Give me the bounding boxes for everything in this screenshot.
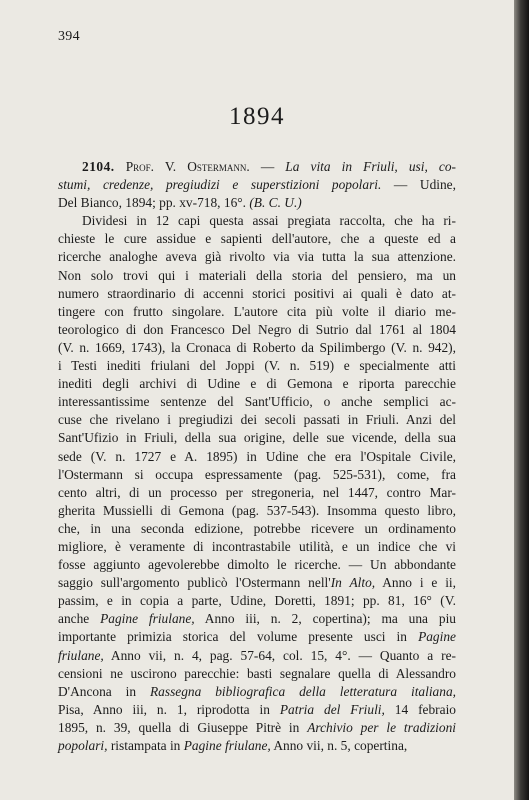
text-segment: anche [58,611,101,627]
italic-title: La vita in Friuli, usi, co- [285,159,456,174]
text-segment: tingere con frutto singolare. L'autore cita più volte il diario me- [58,303,456,319]
text-segment: i Testi inediti friulani del Joppi (V. n. 519) e specialmente atti [58,358,456,374]
text-segment: Anno vii, n. 5, copertina, [270,738,408,753]
text-segment: Dividesi in 12 capi questa assai pregiata raccolta, che ha ri- [82,213,456,229]
italic-title: In Alto, [330,575,376,591]
text-segment: cento altri, di un processo per stregoneria, nel 1447, contro Mar- [58,484,456,500]
text-segment: fosse aggiunto agevolerebbe dimolto le ricerche. — Un abbondante [58,557,456,573]
year-heading: 1894 [229,103,285,130]
text-segment: sede (V. n. 1727 e A. 1895) in Udine che era l'Ospitale Civile, [58,448,456,464]
text-segment: importante primizia storica del volume presente usci in [58,629,419,645]
text-line [58,212,456,230]
text-line [58,610,456,628]
bibliography-entry [58,158,456,755]
text-line [58,248,456,266]
text-line [58,230,456,248]
text-segment: Sant'Ufizio in Friuli, della sua origine, delle sue vicende, della sua [58,430,456,446]
text-segment: 14 febraio [384,701,456,717]
italic-title: Archivio per le tradizioni [307,719,456,735]
text-line [58,303,456,321]
text-line [58,448,456,466]
text-segment: interessantissime sentenze del Sant'Ufficio, o anche semplici ac- [58,394,456,410]
text-line [58,176,456,194]
text-line [58,267,456,285]
text-segment: D'Ancona in [58,683,150,699]
italic-title: Pagine friulane, [100,611,195,627]
text-segment: passim, e in copia a parte, Udine, Doretti, 1891; pp. 81, 16° (V. [58,593,456,609]
text-segment: saggio sull'argomento publicò l'Ostermann nell' [58,575,331,591]
italic-title: (B. C. U.) [249,195,302,211]
text-segment: Del Bianco, 1894; pp. xv-718, 16°. [58,195,250,211]
text-line [58,719,456,737]
italic-title: Patria del Friuli, [279,701,385,717]
text-segment: che, in una seconda edizione, potrebbe ricevere un ordinamento [58,520,456,536]
author-name: Prof. V. Ostermann. [125,159,250,174]
text-segment: Anno iii, n. 2, copertina); ma una piu [194,611,456,627]
italic-title: stumi, credenze, pregiudizi e superstizioni popolari. [58,177,382,193]
text-segment: migliore, è veramente di incontrastabile utilità, e un indice che vi [58,538,456,554]
italic-title: Rassegna bibliografica della letteratura italiana, [149,683,456,699]
text-segment: teorologico di don Francesco Del Negro di Sutrio dal 1761 al 1804 [58,321,456,337]
text-line [58,592,456,610]
text-line [58,737,456,755]
text-line [58,520,456,538]
text-line [58,502,456,520]
italic-title: popolari, [58,738,108,753]
text-segment: Anno vii, n. 4, pag. 57-64, col. 15, 4°. — Quanto a re- [103,647,456,663]
text-line [58,357,456,375]
page-edge-shadow [514,0,529,800]
text-segment: — [249,159,286,174]
text-line [58,647,456,665]
text-line [58,375,456,393]
text-segment: Pisa, Anno iii, n. 1, riprodotta in [58,701,280,717]
text-line [58,556,456,574]
text-segment: (V. n. 1669, 1743), la Cronaca di Roberto da Spilimbergo (V. n. 942), [58,339,456,355]
text-segment: — Udine, [381,177,456,193]
text-line [58,393,456,411]
text-line [58,683,456,701]
text-line [58,194,456,212]
text-line [58,538,456,556]
text-line [58,158,456,176]
text-line [58,429,456,447]
text-segment: 1895, n. 39, quella di Giuseppe Pitrè in [58,719,308,735]
text-line [58,665,456,683]
italic-title: friulane, [58,647,104,663]
text-line [58,466,456,484]
text-line [58,574,456,592]
text-segment: inediti degli archivi di Udine e di Gemona e riporta parecchie [58,376,456,392]
text-line [58,411,456,429]
text-segment: gherita Mussielli di Gemona (pag. 537-543). Insomma questo libro, [58,502,456,518]
text-line [58,628,456,646]
text-segment: Anno i e ii, [375,575,456,591]
text-segment: ristampata in [107,738,184,753]
text-segment: l'Ostermann si occupa espressamente (pag. 525-531), come, fra [58,466,456,482]
text-segment: ricerche analoghe aveva già rivolto via via tutta la sua attenzione. [58,249,456,265]
text-line [58,321,456,339]
text-segment: numero straordinario di accenni storici positivi ai quali è dato at- [58,285,456,301]
text-line [58,339,456,357]
text-segment: censioni ne uscirono parecchie: basti segnalare quella di Alessandro [58,665,456,681]
text-line [58,285,456,303]
text-segment: cuse che rivelano i pregiudizi dei secoli passati in Friuli. Anzi del [58,412,456,428]
page-number: 394 [58,29,80,44]
italic-title: Pagine friulane, [183,738,271,753]
entry-number: 2104. [82,159,115,174]
text-segment: chieste le cure assidue e sapienti dell'autore, che a queste ed a [58,231,456,247]
text-line [58,701,456,719]
italic-title: Pagine [418,629,456,645]
text-segment: Non solo trovi qui i materiali della storia del pensiero, ma un [58,267,456,283]
text-line [58,484,456,502]
